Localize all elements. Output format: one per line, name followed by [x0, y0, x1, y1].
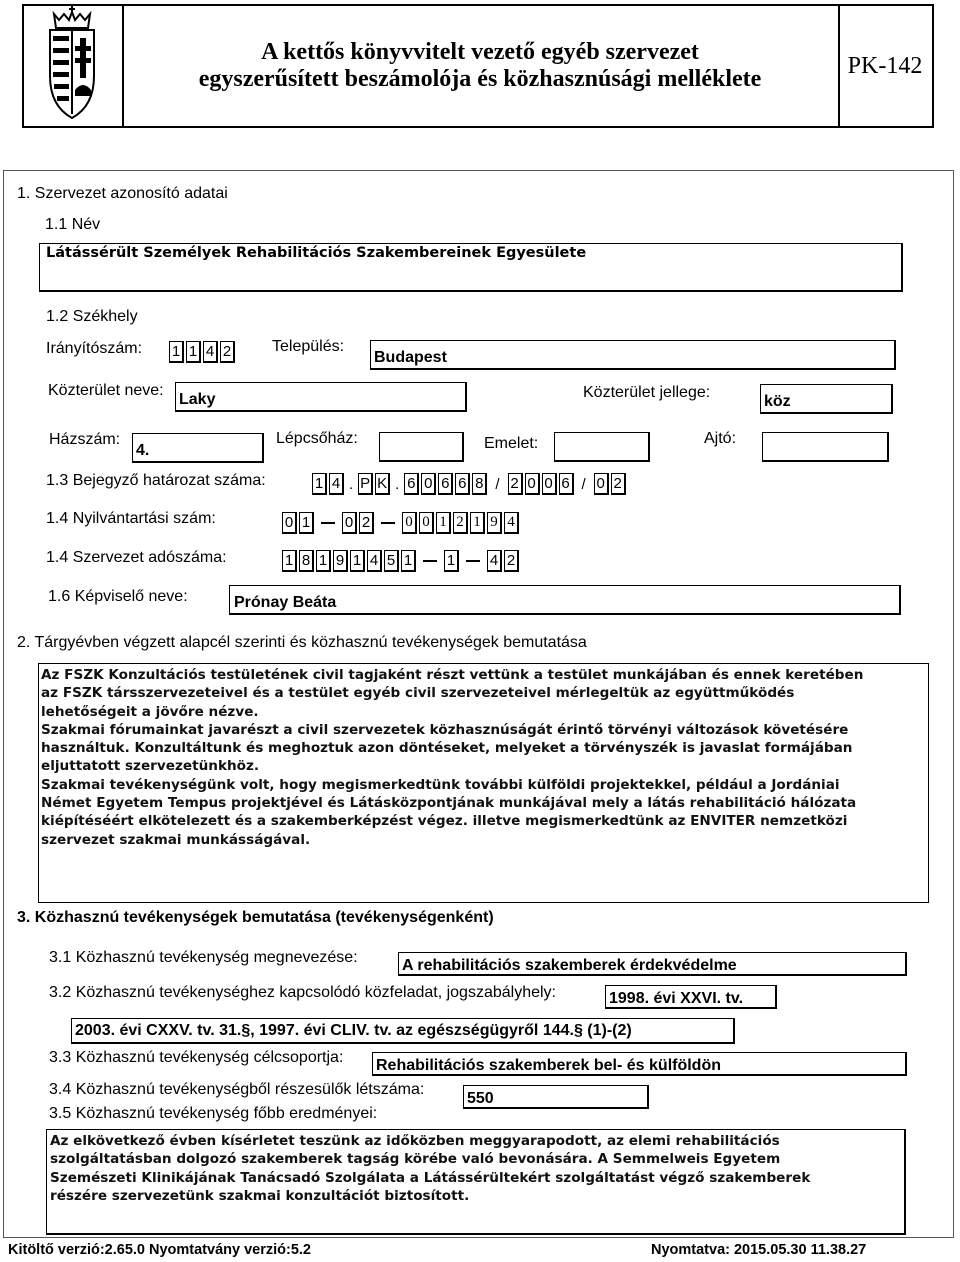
tax-digit[interactable]: 1	[282, 550, 297, 572]
staircase-field[interactable]	[379, 432, 464, 462]
coat-of-arms-cell	[24, 6, 124, 126]
activities-line: lehetőségeit a jövőre nézve.	[41, 703, 259, 720]
tax-digit[interactable]: 2	[504, 550, 519, 572]
registry-digit[interactable]: 0	[419, 512, 434, 534]
zip-digit[interactable]: 4	[203, 341, 218, 363]
target-group-field[interactable]: Rehabilitációs szakemberek bel- és külföldön	[372, 1052, 907, 1076]
city-label: Település:	[272, 338, 345, 355]
decision-digit[interactable]: 0	[421, 473, 436, 495]
registry-digit[interactable]: 1	[470, 512, 485, 534]
tax-digit[interactable]: 9	[333, 550, 348, 572]
door-label: Ajtó:	[704, 430, 737, 447]
tax-digit[interactable]: 8	[299, 550, 314, 572]
footer-printed-date: Nyomtatva: 2015.05.30 11.38.27	[651, 1242, 867, 1258]
beneficiaries-count-label: 3.4 Közhasznú tevékenységből részesülők létszáma:	[49, 1081, 425, 1098]
decision-digit[interactable]: 0	[542, 473, 557, 495]
footer-version: Kitöltő verzió:2.65.0 Nyomtatvány verzió:5.2	[8, 1242, 311, 1258]
registry-label: 1.4 Nyilvántartási szám:	[46, 510, 216, 527]
floor-field[interactable]	[554, 432, 650, 462]
decision-letter[interactable]: P	[358, 473, 373, 495]
registry-digit[interactable]: 4	[504, 512, 519, 534]
decision-letter[interactable]: K	[375, 473, 390, 495]
decision-digit[interactable]: 0	[525, 473, 540, 495]
decision-digit[interactable]: 6	[438, 473, 453, 495]
decision-number-field[interactable]	[312, 473, 626, 495]
activities-line: Szakmai tevékenységünk volt, hogy megismerkedtünk további külföldi projektekkel, például a Jordániai	[41, 776, 840, 793]
tax-number-label: 1.4 Szervezet adószáma:	[46, 549, 227, 566]
floor-label: Emelet:	[484, 435, 539, 452]
coat-of-arms-icon	[24, 6, 120, 126]
activities-line: Az FSZK Konzultációs testületének civil tagjaként részt vettünk a testület munkájában és ennek keretében	[41, 667, 864, 683]
registry-dash	[321, 522, 335, 524]
tax-digit[interactable]: 1	[444, 550, 459, 572]
tax-digit[interactable]: 1	[316, 550, 331, 572]
activities-line: Szakmai fórumainkat javarészt a civil szervezetek közhasznúságát érintő törvényi változások követésére	[41, 721, 849, 738]
activities-line: az FSZK társszervezeteivel és a testület egyéb civil szervezeteivel mérlegeltük az együttműködés	[41, 685, 795, 702]
registry-dash	[381, 522, 395, 524]
street-field[interactable]: Laky	[175, 382, 467, 412]
activities-line: kiépítéséért elkötelezett és a szakemberképzést végez. illetve megismerkedtünk az ENVITER nemzetközi	[41, 813, 848, 830]
activity-name-field[interactable]: A rehabilitációs szakemberek érdekvédelme	[398, 952, 907, 976]
results-line: szolgáltatásban dolgozó szakemberek tagság körébe való bevonására. A Semmelweis Egyetem	[50, 1151, 781, 1168]
zip-field[interactable]	[169, 341, 235, 363]
activities-line: használtuk. Konzultáltunk és meghoztuk azon döntéseket, melyeket a törvényszék is javaslat formájában	[41, 740, 853, 757]
street-label: Közterület neve:	[48, 382, 164, 399]
zip-digit[interactable]: 2	[220, 341, 235, 363]
registry-digit[interactable]: 2	[359, 512, 374, 534]
seat-label: 1.2 Székhely	[46, 308, 138, 325]
registry-digit[interactable]: 9	[487, 512, 502, 534]
section1-heading: 1. Szervezet azonosító adatai	[17, 185, 228, 202]
section2-heading: 2. Tárgyévben végzett alapcél szerinti és közhasznú tevékenységek bemutatása	[17, 634, 587, 651]
name-label: 1.1 Név	[45, 216, 101, 233]
results-line: Szemészeti Klinikájának Tanácsadó Szolgálata a Látássérültekért szolgáltatást végző szakemberek	[50, 1169, 811, 1186]
tax-number-field[interactable]	[282, 550, 519, 572]
decision-digit[interactable]: 4	[329, 473, 344, 495]
form-body	[3, 170, 954, 1238]
tax-digit[interactable]: 5	[384, 550, 399, 572]
decision-digit[interactable]: 0	[594, 473, 609, 495]
decision-digit[interactable]: 1	[312, 473, 327, 495]
decision-label: 1.3 Bejegyző határozat száma:	[46, 472, 266, 489]
tax-digit[interactable]: 4	[487, 550, 502, 572]
results-line: Az elkövetkező évben kísérletet teszünk az időközben meggyarapodott, az elemi rehabilitációs	[50, 1133, 780, 1149]
zip-digit[interactable]: 1	[186, 341, 201, 363]
results-line: részére szervezetünk szakmai konzultációt biztosított.	[50, 1187, 470, 1204]
street-type-field[interactable]: köz	[760, 384, 893, 414]
zip-digit[interactable]: 1	[169, 341, 184, 363]
decision-slash: /	[495, 475, 500, 493]
public-task-field[interactable]: 1998. évi XXVI. tv.	[605, 985, 777, 1009]
results-field[interactable]	[46, 1129, 906, 1235]
registry-number-field[interactable]	[282, 512, 519, 534]
section3-heading: 3. Közhasznú tevékenységek bemutatása (tevékenységenként)	[17, 909, 494, 926]
registry-digit[interactable]: 1	[436, 512, 451, 534]
decision-digit[interactable]: 2	[508, 473, 523, 495]
legal-reference-field[interactable]: 2003. évi CXXV. tv. 31.§, 1997. évi CLIV. tv. az egészségügyről 144.§ (1)-(2)	[71, 1018, 735, 1044]
form-title-line1: A kettős könyvvitelt vezető egyéb szervezet	[261, 39, 699, 65]
activity-name-label: 3.1 Közhasznú tevékenység megnevezése:	[49, 949, 358, 966]
form-code: PK-142	[847, 52, 923, 79]
registry-digit[interactable]: 0	[402, 512, 417, 534]
tax-digit[interactable]: 1	[401, 550, 416, 572]
decision-digit[interactable]: 6	[559, 473, 574, 495]
form-title	[122, 6, 840, 126]
tax-dash	[423, 560, 437, 562]
beneficiaries-count-field[interactable]: 550	[463, 1085, 649, 1109]
decision-digit[interactable]: 8	[472, 473, 487, 495]
activities-line: eljuttatott szervezetünkhöz.	[41, 758, 260, 775]
street-type-label: Közterület jellege:	[583, 384, 711, 401]
house-number-label: Házszám:	[49, 431, 121, 448]
registry-digit[interactable]: 0	[282, 512, 297, 534]
registry-digit[interactable]: 2	[453, 512, 468, 534]
decision-digit[interactable]: 2	[611, 473, 626, 495]
tax-digit[interactable]: 1	[350, 550, 365, 572]
tax-digit[interactable]: 4	[367, 550, 382, 572]
representative-field[interactable]: Prónay Beáta	[229, 585, 901, 615]
public-task-label: 3.2 Közhasznú tevékenységhez kapcsolódó közfeladat, jogszabályhely:	[49, 984, 556, 1001]
zip-label: Irányítószám:	[46, 340, 143, 357]
decision-slash: /	[581, 475, 586, 493]
registry-digit[interactable]: 1	[299, 512, 314, 534]
decision-digit[interactable]: 6	[455, 473, 470, 495]
target-group-label: 3.3 Közhasznú tevékenység célcsoportja:	[49, 1049, 344, 1066]
form-title-line2: egyszerűsített beszámolója és közhasznúsági melléklete	[198, 66, 762, 92]
activities-description-field[interactable]	[38, 663, 929, 903]
city-field[interactable]: Budapest	[370, 340, 896, 370]
representative-label: 1.6 Képviselő neve:	[48, 588, 188, 605]
house-number-field[interactable]: 4.	[132, 433, 264, 463]
door-field[interactable]	[762, 432, 889, 462]
activities-line: Német Egyetem Tempus projektjével és Látásközpontjának munkájával mely a látás rehabilitáció hálózata	[41, 795, 857, 812]
decision-digit[interactable]: 6	[404, 473, 419, 495]
results-label: 3.5 Közhasznú tevékenység főbb eredményei:	[49, 1105, 378, 1122]
staircase-label: Lépcsőház:	[276, 430, 358, 447]
registry-digit[interactable]: 0	[342, 512, 357, 534]
tax-dash	[466, 560, 480, 562]
name-field[interactable]: Látássérült Személyek Rehabilitációs Szakembereinek Egyesülete	[39, 243, 903, 292]
decision-dot: .	[349, 475, 354, 493]
decision-dot: .	[395, 475, 400, 493]
activities-line: szervezet szakmai munkásságával.	[41, 831, 311, 848]
form-header	[22, 4, 934, 128]
